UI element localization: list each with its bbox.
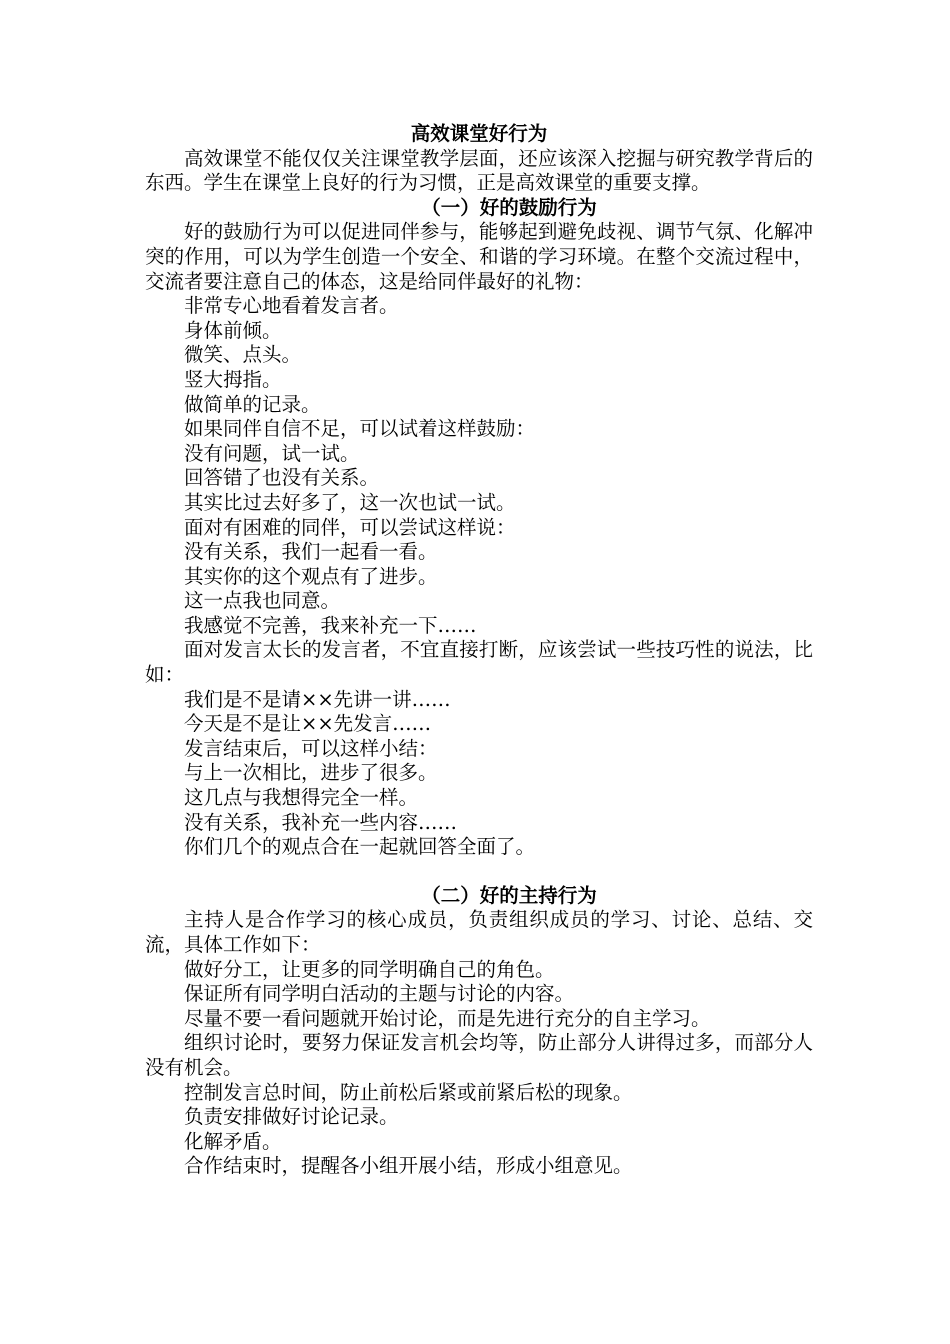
list-item: 没有关系，我们一起看一看。 bbox=[184, 540, 438, 564]
section-heading-hosting: （二）好的主持行为 bbox=[421, 883, 597, 907]
list-item: 做简单的记录。 bbox=[184, 392, 321, 416]
list-item: 尽量不要一看问题就开始讨论，而是先进行充分的自主学习。 bbox=[184, 1006, 711, 1030]
document-title: 高效课堂好行为 bbox=[410, 122, 548, 145]
list-item: 非常专心地看着发言者。 bbox=[184, 294, 399, 318]
list-item: 其实你的这个观点有了进步。 bbox=[184, 564, 438, 588]
list-item: 没有关系，我补充一些内容…… bbox=[184, 810, 458, 834]
list-item: 没有问题，试一试。 bbox=[184, 441, 360, 465]
list-item: 如果同伴自信不足，可以试着这样鼓励： bbox=[184, 417, 536, 441]
list-item: 保证所有同学明白活动的主题与讨论的内容。 bbox=[184, 982, 575, 1006]
intro-paragraph: 高效课堂不能仅仅关注课堂教学层面，还应该深入挖掘与研究教学背后的东西。学生在课堂上良好的行为习惯，正是高效课堂的重要支撑。 bbox=[145, 146, 813, 195]
list-item: 控制发言总时间，防止前松后紧或前紧后松的现象。 bbox=[184, 1080, 633, 1104]
list-item: 发言结束后，可以这样小结： bbox=[184, 736, 438, 760]
list-item: 负责安排做好讨论记录。 bbox=[184, 1105, 399, 1129]
list-item: 合作结束时，提醒各小组开展小结，形成小组意见。 bbox=[184, 1154, 633, 1178]
list-item: 这一点我也同意。 bbox=[184, 589, 341, 613]
list-item: 回答错了也没有关系。 bbox=[184, 466, 380, 490]
list-item: 其实比过去好多了，这一次也试一试。 bbox=[184, 490, 516, 514]
discussion-paragraph: 组织讨论时，要努力保证发言机会均等，防止部分人讲得过多，而部分人没有机会。 bbox=[145, 1031, 813, 1079]
list-item: 这几点与我想得完全一样。 bbox=[184, 786, 419, 810]
list-item: 今天是不是让××先发言…… bbox=[184, 712, 432, 736]
list-item: 与上一次相比，进步了很多。 bbox=[184, 761, 438, 785]
list-item: 微笑、点头。 bbox=[184, 343, 302, 367]
encouragement-intro: 好的鼓励行为可以促进同伴参与，能够起到避免歧视、调节气氛、化解冲突的作用，可以为学生创造一个安全、和谐的学习环境。在整个交流过程中，交流者要注意自己的体态，这是给同伴最好的礼物： bbox=[145, 220, 813, 293]
list-item: 你们几个的观点合在一起就回答全面了。 bbox=[184, 835, 536, 859]
list-item: 化解矛盾。 bbox=[184, 1129, 282, 1153]
list-item: 面对有困难的同伴，可以尝试这样说： bbox=[184, 515, 516, 539]
hosting-intro: 主持人是合作学习的核心成员，负责组织成员的学习、讨论、总结、交流，具体工作如下： bbox=[145, 908, 813, 956]
list-item: 做好分工，让更多的同学明确自己的角色。 bbox=[184, 957, 555, 981]
list-item: 身体前倾。 bbox=[184, 318, 282, 342]
section-heading-encouragement: （一）好的鼓励行为 bbox=[421, 195, 597, 219]
document-page bbox=[145, 122, 813, 1179]
long-speaker-paragraph: 面对发言太长的发言者，不宜直接打断，应该尝试一些技巧性的说法，比如： bbox=[145, 638, 813, 687]
list-item: 竖大拇指。 bbox=[184, 367, 282, 391]
list-item: 我们是不是请××先讲一讲…… bbox=[184, 687, 451, 711]
list-item: 我感觉不完善，我来补充一下…… bbox=[184, 613, 477, 637]
